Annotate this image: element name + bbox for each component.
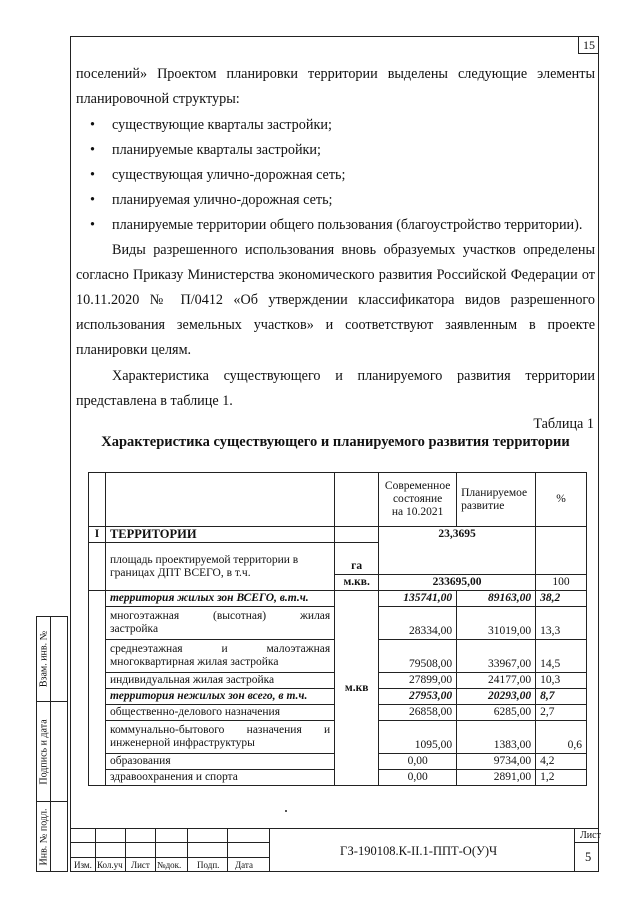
paragraph-line: согласно Приказу Министерства экономического развития Российской Федерации от xyxy=(76,267,595,283)
table-title: Характеристика существующего и планируемого развития территории xyxy=(101,434,570,450)
table-row: образования 0,00 9734,00 4,2 xyxy=(89,754,587,770)
area-m2-value: 233695,00 xyxy=(379,575,536,591)
area-percent: 100 xyxy=(536,575,587,591)
unit-mkv: м.кв xyxy=(335,591,379,786)
bullet-icon: • xyxy=(90,142,95,158)
stamp-kol: Кол.уч xyxy=(97,860,123,870)
table-row: здравоохранения и спорта 0,00 2891,00 1,2 xyxy=(89,770,587,786)
bullet-icon: • xyxy=(90,117,95,133)
stray-dot xyxy=(285,810,287,812)
bullet-icon: • xyxy=(90,192,95,208)
header-current: Современное состояние на 10.2021 xyxy=(379,473,457,527)
table-row: территория жилых зон ВСЕГО, в.т.ч. м.кв 135741,00 89163,00 38,2 xyxy=(89,591,587,607)
stamp-data: Дата xyxy=(235,860,253,870)
development-table xyxy=(88,472,587,786)
section-title: ТЕРРИТОРИИ xyxy=(105,527,334,543)
side-stamp-podpis: Подпись и дата xyxy=(36,702,68,802)
bullet-icon: • xyxy=(90,217,95,233)
header-percent: % xyxy=(536,473,587,527)
section-number: I xyxy=(89,527,106,543)
stamp-izm: Изм. xyxy=(74,860,92,870)
table-header-row xyxy=(89,473,587,527)
area-label: площадь проектируемой территории в границах ДПТ ВСЕГО, в т.ч. xyxy=(105,543,334,591)
table-label: Таблица 1 xyxy=(533,416,594,432)
unit-ha: га xyxy=(335,543,379,575)
table-row: общественно-делового назначения 26858,00 6285,00 2,7 xyxy=(89,705,587,721)
section-row xyxy=(89,527,587,543)
area-ha-value: 23,3695 xyxy=(379,527,536,575)
title-block xyxy=(70,828,599,872)
paragraph-line: использования земельных участков» и соответствуют заявленным в проекте xyxy=(76,317,595,333)
paragraph-line: Характеристика существующего и планируемого развития территории xyxy=(112,368,595,384)
table-row: коммунально-бытового назначения и инженерной инфраструктуры 1095,00 1383,00 0,6 xyxy=(89,721,587,754)
corner-page-number: 15 xyxy=(578,36,599,54)
paragraph-line: поселений» Проектом планировки территории выделены следующие элементы xyxy=(76,66,595,82)
header-planned: Планируемое развитие xyxy=(457,473,536,527)
stamp-podp: Подп. xyxy=(197,860,220,870)
stamp-ndok: №док. xyxy=(157,860,182,870)
document-code: ГЗ-190108.К-II.1-ППТ-О(У)Ч xyxy=(340,844,498,858)
table-row: территория нежилых зон всего, в т.ч. 27953,00 20293,00 8,7 xyxy=(89,689,587,705)
unit-m2: м.кв. xyxy=(335,575,379,591)
side-stamp-inv: Инв. № подл. xyxy=(36,802,68,872)
table-row: среднеэтажная и малоэтажная многоквартирная жилая застройка 79508,00 33967,00 14,5 xyxy=(89,640,587,673)
table-row: индивидуальная жилая застройка 27899,00 24177,00 10,3 xyxy=(89,673,587,689)
paragraph-line: Виды разрешенного использования вновь образуемых участков определены xyxy=(112,242,595,258)
sheet-number: 5 xyxy=(585,850,592,864)
bullet-icon: • xyxy=(90,167,95,183)
sheet-label: Лист xyxy=(580,830,601,841)
paragraph-line: планировки целям. xyxy=(76,342,192,358)
side-stamp-vzam: Взам. инв. № xyxy=(36,616,68,702)
paragraph-line: представлена в таблице 1. xyxy=(76,393,233,409)
paragraph-line: 10.11.2020 № П/0412 «Об утверждении классификатора видов разрешенного xyxy=(76,292,595,308)
table-row: многоэтажная (высотная) жилая застройка 28334,00 31019,00 13,3 xyxy=(89,607,587,640)
stamp-list: Лист xyxy=(131,860,150,870)
paragraph-line: планировочной структуры: xyxy=(76,91,240,107)
